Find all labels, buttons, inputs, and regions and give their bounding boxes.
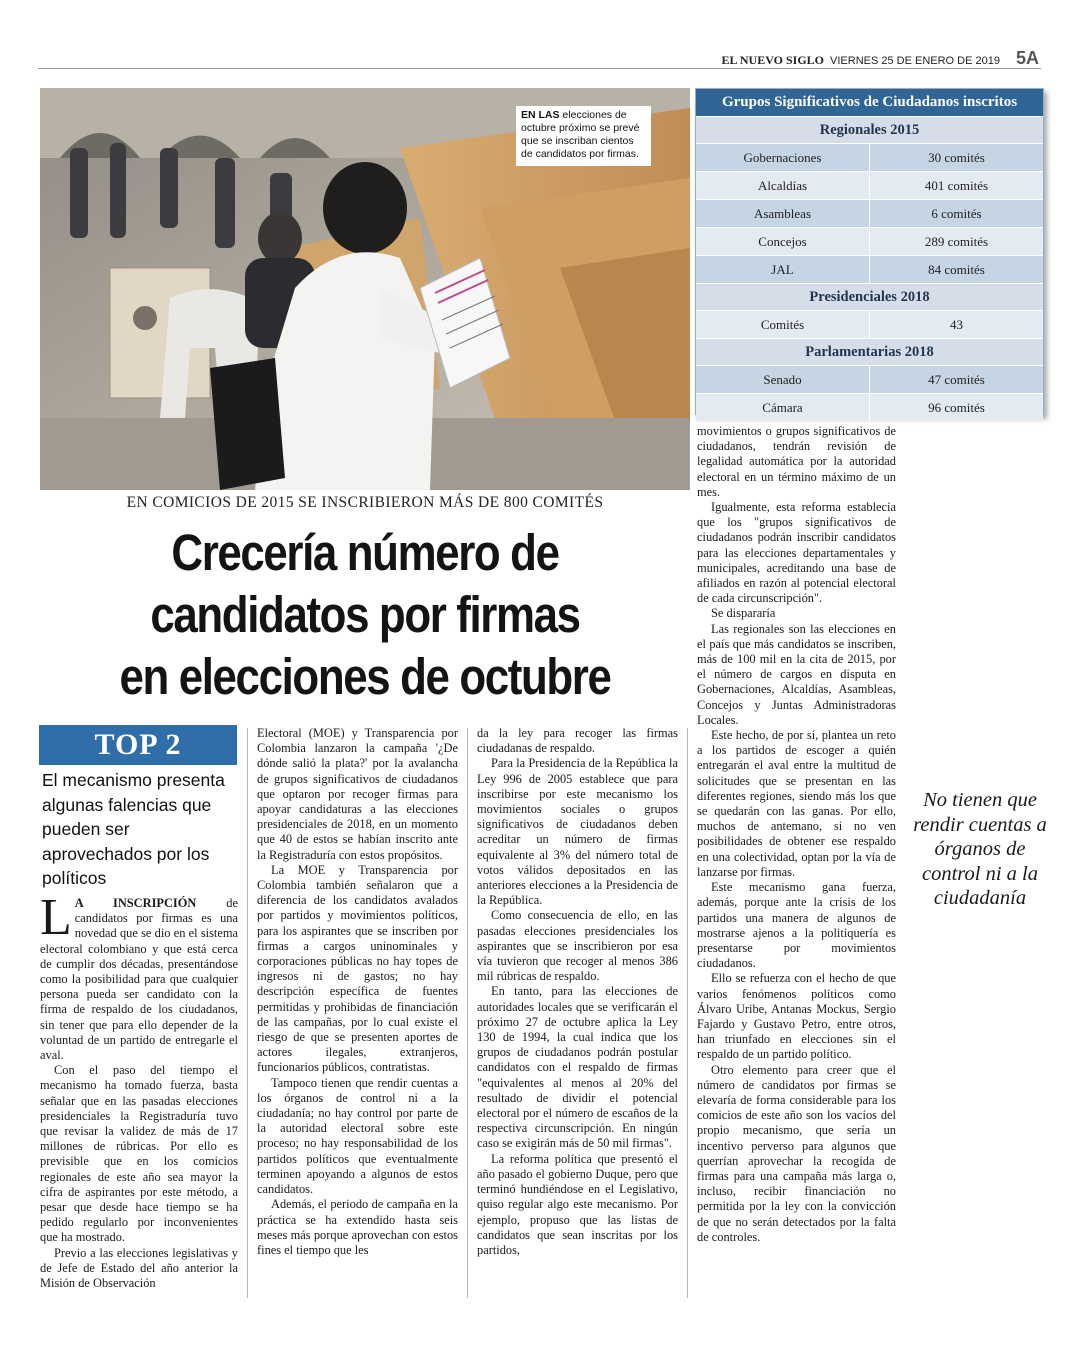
article-paragraph: Tampoco tienen que rendir cuentas a los órganos de control ni a la ciudadanía; no hay control por parte de la autoridad electoral sobre este proceso; no hay responsabilidad de los partidos políticos que eventualmente terminen apoyando a algunos de estos candidatos. [257,1075,458,1197]
article-paragraph: Con el paso del tiempo el mecanismo ha tomado fuerza, basta señalar que en las pasadas elecciones presidenciales la Registraduría tuvo que revisar la validez de más de 17 millones de rúbricas. Por ello es previsible que en los comicios regionales de este año sea mayor la cifra de aspirantes por este método, a pesar que desde hace tiempo se ha pedido regularlo por inconvenientes que ha mostrado. [40,1063,238,1245]
headline [86,522,645,708]
table-cell-value: 84 comités [869,256,1043,283]
table-row [696,199,1043,227]
table-cell-label: Gobernaciones [743,150,822,165]
article-paragraph: La MOE y Transparencia por Colombia también señalaron que a diferencia de los candidatos avalados por partidos y movimientos políticos, para los aspirantes que se inscriben por firmas a cargos uninominales y corporaciones públicas no hay topes de ingresos ni de gastos; no hay descripción específica de fuentes permitidas y prohibidas de financiación de las campañas, por lo cual existe el riesgo de que se presenten aportes de actores ilegales, extranjeros, funcionarios públicos, contratistas. [257,862,458,1075]
article-paragraph: Otro elemento para creer que el número de candidatos por firmas se elevaría de forma considerable para los comicios de este año son los vacíos del propio mecanismo, que sería un incentivo perverso para algunos que querrían aprovechar la recogida de firmas para una campaña más larga o, incluso, recibir financiación no permitida por la ley con la convicción de que no serán detectados por la falta de controles. [697,1062,896,1244]
column-divider [467,728,468,1298]
article-paragraph: La reforma política que presentó el año pasado el gobierno Duque, pero que terminó hundiéndose en el Legislativo, quiso regular algo este mecanismo. Por ejemplo, propuso que las listas de candidatos que sean inscritas por los partidos, [477,1151,678,1257]
table-cell-value: 289 comités [869,228,1043,255]
pull-quote: No tienen que rendir cuentas a órganos de control ni a la ciudadanía [913,789,1047,910]
article-paragraph: Este hecho, de por sí, plantea un reto a los partidos de escoger a quién entregarán el aval entre la multitud de solicitudes que se presentan en las diferentes regiones, siendo más los que se quedarán con las ganas. Por ello, muchos de antemano, si no ven posibilidades de obtener ese respaldo en una colectividad, optan por la vía de lanzarse por firmas. [697,728,896,879]
table-row [696,365,1043,393]
article-paragraph: da la ley para recoger las firmas ciudadanas de respaldo. [477,726,678,756]
table-cell-label: Comités [760,317,805,332]
article-column-4 [697,424,896,1245]
column-divider [247,728,248,1298]
committees-table [695,88,1044,415]
subheading: Se dispararía [711,606,776,621]
table-cell-value: 47 comités [869,366,1043,393]
table-row [696,393,1043,421]
article-paragraph: Electoral (MOE) y Transparencia por Colombia lanzaron la campaña '¿De dónde salió la plata?' por la avalancha de grupos significativos de ciudadanos que optaron por recoger firmas para apoyar candidaturas a las elecciones presidenciales de 2018, en un momento que 40 de estos se habían inscrito ante la Registraduría con estos propósitos. [257,726,458,862]
table-cell-value: 96 comités [869,394,1043,421]
table-cell-value: 6 comités [869,200,1043,227]
table-cell-label: Cámara [762,400,803,415]
drop-cap: L [40,889,72,946]
table-section-heading: Parlamentarias 2018 [696,338,1043,365]
newspaper-name: EL NUEVO SIGLO [721,53,825,67]
page-number: 5A [1015,48,1039,68]
article-paragraph: Además, el periodo de campaña en la práctica se ha extendido hasta seis meses más porque aprovechan con estos fines el tiempo que les [257,1197,458,1257]
table-cell-value: 30 comités [869,144,1043,171]
article-paragraph: movimientos o grupos significativos de ciudadanos, tendrán revisión de legalidad automática por la autoridad electoral en un término máximo de un mes. [697,424,896,499]
column-divider [687,728,688,1298]
table-section-heading: Regionales 2015 [696,116,1043,143]
article-paragraph: Igualmente, esta reforma establecía que los "grupos significativos de ciudadanos podrán inscribir candidatos para las elecciones departamentales y municipales, acreditando una base de afiliados en razón al potencial electoral de cada circunscripción". [697,500,896,606]
table-cell-label: Senado [763,372,802,387]
table-row [696,255,1043,283]
table-cell-value: 401 comités [869,172,1043,199]
article-paragraph: Como consecuencia de ello, en las pasadas elecciones presidenciales los aspirantes que se inscribieron por esa vía tuvieron que recoger al menos 386 mil rúbricas de respaldo. [477,908,678,984]
table-cell-value: 43 [869,311,1043,338]
table-section-heading: Presidenciales 2018 [696,283,1043,310]
photo-caption [516,106,651,166]
table-cell-label: JAL [771,262,794,277]
article-paragraph [40,889,239,1063]
article-column-3 [477,726,678,1258]
top2-subhead: El mecanismo presenta algunas falencias que pueden ser aprovechados por los políticos [42,770,225,889]
headline-line: candidatos por firmas [150,586,580,643]
headline-line: Crecería número de [171,524,559,581]
headline-line: en elecciones de octubre [119,648,611,705]
kicker: EN COMICIOS DE 2015 SE INSCRIBIERON MÁS DE 800 COMITÉS [126,494,604,511]
article-paragraph: Las regionales son las elecciones en el país que más candidatos se inscriben, más de 100 mil en la cita de 2015, por el número de cargos en disputa en Gobernaciones, Alcaldías, Asambleas, Concejos y Juntas Administradoras Locales. [697,621,896,727]
table-row [696,310,1043,338]
top2-label: TOP 2 [39,725,237,765]
photo-caption-lead: EN LAS [521,109,560,121]
article-paragraph: Previo a las elecciones legislativas y de Jefe de Estado del año anterior la Misión de Observación [40,1245,238,1291]
table-cell-label: Asambleas [753,206,812,221]
article-paragraph: Para la Presidencia de la República la Ley 996 de 2005 establece que para inscribirse por este mecanismo los movimientos sociales o grupos significativos de ciudadanos deben acreditar un número de firmas equivalente al 3% del número total de votos válidos depositados en las anteriores elecciones a la Presidencia de la República. [477,756,678,908]
photo-caption-text: elecciones de octubre próximo se prevé que se inscriban cientos de candidatos por firmas. [521,109,640,160]
article-paragraph: Ello se refuerza con el hecho de que varios fenómenos políticos como Álvaro Uribe, Antanas Mockus, Sergio Fajardo y Gustavo Petro, entre otros, han triunfado en elecciones sin el respaldo de un partido político. [697,971,896,1062]
header-rule [38,68,1041,69]
article-paragraph: Este mecanismo gana fuerza, además, porque ante la crisis de los partidos una manera de algunos de mostrarse ajenos a la politiquería es presentarse por movimientos ciudadanos. [697,880,896,971]
table-row [696,227,1043,255]
table-cell-label: Alcaldías [757,178,808,193]
article-column-1 [40,889,239,1291]
lead-word: A INSCRIPCIÓN [74,896,197,910]
masthead [722,48,1039,69]
table-title: Grupos Significativos de Ciudadanos inscritos [696,89,1043,116]
article-paragraph: En tanto, para las elecciones de autoridades locales que se verificarán el próximo 27 de octubre aplica la Ley 130 de 1994, la cual indica que los grupos de ciudadanos podrán postular candidatos con el respaldo de firmas "equivalentes al menos al 20% del resultado de dividir el potencial electoral por el número de escaños de la respectiva circunscripción. En ningún caso se exigirán más de 50 mil firmas". [477,984,678,1151]
paragraph-text: de candidatos por firmas es una novedad que se dio en el sistema electoral colombiano y que está cerca de cumplir dos décadas, presentándose como la posibilidad para que cualquier persona pueda ser candidato con la firma de respaldo de los ciudadanos, sin tener que para ello depender de la voluntad de un partido de entregarle el aval. [40,896,239,1063]
issue-date: VIERNES 25 DE ENERO DE 2019 [830,55,1000,67]
table-row [696,143,1043,171]
article-column-2 [257,726,458,1258]
table-row [696,171,1043,199]
table-cell-label: Concejos [758,234,807,249]
